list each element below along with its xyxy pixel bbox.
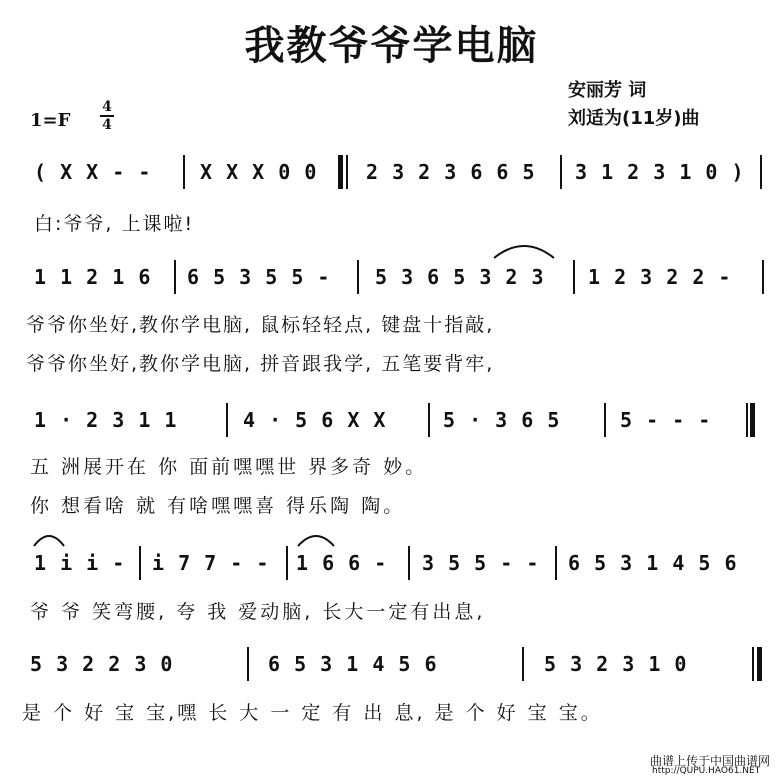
slur <box>296 530 336 548</box>
system2-measure3: 5 3 6 5 3 2 3 <box>375 265 545 289</box>
barline <box>174 260 176 294</box>
footer-site-name: 曲谱上传于中国曲谱网 <box>650 754 771 768</box>
final-barline-thin <box>752 647 754 681</box>
barline <box>428 403 430 437</box>
lyricist-credit: 安丽芳 词 <box>568 80 647 101</box>
barline <box>604 403 606 437</box>
system3-lyric2: 你 想看啥 就 有啥嘿嘿喜 得乐陶 陶。 <box>30 495 406 517</box>
system3-measure3: 5 · 3 6 5 <box>443 408 561 432</box>
barline <box>560 155 562 189</box>
barline <box>357 260 359 294</box>
repeat-barline <box>338 155 343 189</box>
system1-measure1: ( X X - - <box>34 160 152 184</box>
system4-measure3: 1 6 6 - <box>296 551 388 575</box>
system2-measure1: 1 1 2 1 6 <box>34 265 152 289</box>
system1-measure2: X X X 0 0 <box>200 160 318 184</box>
barline <box>247 647 249 681</box>
system4-measure1: 1 i i - <box>34 551 126 575</box>
barline <box>183 155 185 189</box>
barline <box>573 260 575 294</box>
barline <box>555 546 557 580</box>
barline <box>522 647 524 681</box>
barline <box>139 546 141 580</box>
barline <box>762 260 764 294</box>
system3-measure4: 5 - - - <box>620 408 712 432</box>
system1-measure4: 3 1 2 3 1 0 ) <box>575 160 745 184</box>
barline <box>760 155 762 189</box>
barline <box>346 155 348 189</box>
system1-lyric1: 白:爷爷, 上课啦! <box>34 213 195 235</box>
system1-measure3: 2 3 2 3 6 6 5 <box>366 160 536 184</box>
barline <box>408 546 410 580</box>
barline <box>226 403 228 437</box>
system2-measure2: 6 5 3 5 5 - <box>187 265 331 289</box>
system4-lyric1: 爷 爷 笑弯腰, 夸 我 爱动脑, 长大一定有出息, <box>30 601 486 623</box>
footer-site-url: http://QUPU.HAO61.NET <box>652 766 761 776</box>
slur <box>492 240 556 260</box>
system4-measure4: 3 5 5 - - <box>422 551 540 575</box>
song-title: 我教爷爷学电脑 <box>244 23 539 69</box>
system5-lyric1: 是 个 好 宝 宝,嘿 长 大 一 定 有 出 息, 是 个 好 宝 宝。 <box>22 702 603 724</box>
time-signature <box>100 100 114 132</box>
key-signature: 1=F <box>30 110 71 131</box>
system4-measure2: i 7 7 - - <box>152 551 270 575</box>
time-signature-top: 4 <box>102 99 112 115</box>
system3-measure2: 4 · 5 6 X X <box>243 408 387 432</box>
final-barline-thick <box>757 647 762 681</box>
time-signature-bottom: 4 <box>102 117 112 133</box>
system5-measure3: 5 3 2 3 1 0 <box>544 652 688 676</box>
composer-credit: 刘适为(11岁)曲 <box>568 108 700 129</box>
system5-measure2: 6 5 3 1 4 5 6 <box>268 652 438 676</box>
repeat-barline <box>750 403 755 437</box>
barline <box>746 403 748 437</box>
system3-measure1: 1 · 2 3 1 1 <box>34 408 178 432</box>
slur <box>32 530 66 548</box>
barline <box>286 546 288 580</box>
system3-lyric1: 五 洲展开在 你 面前嘿嘿世 界多奇 妙。 <box>30 456 428 478</box>
system2-lyric1: 爷爷你坐好,教你学电脑, 鼠标轻轻点, 键盘十指敲, <box>26 314 495 336</box>
system5-measure1: 5 3 2 2 3 0 <box>30 652 174 676</box>
system4-measure5: 6 5 3 1 4 5 6 <box>568 551 738 575</box>
system2-lyric2: 爷爷你坐好,教你学电脑, 拼音跟我学, 五笔要背牢, <box>26 353 495 375</box>
system2-measure4: 1 2 3 2 2 - <box>588 265 732 289</box>
